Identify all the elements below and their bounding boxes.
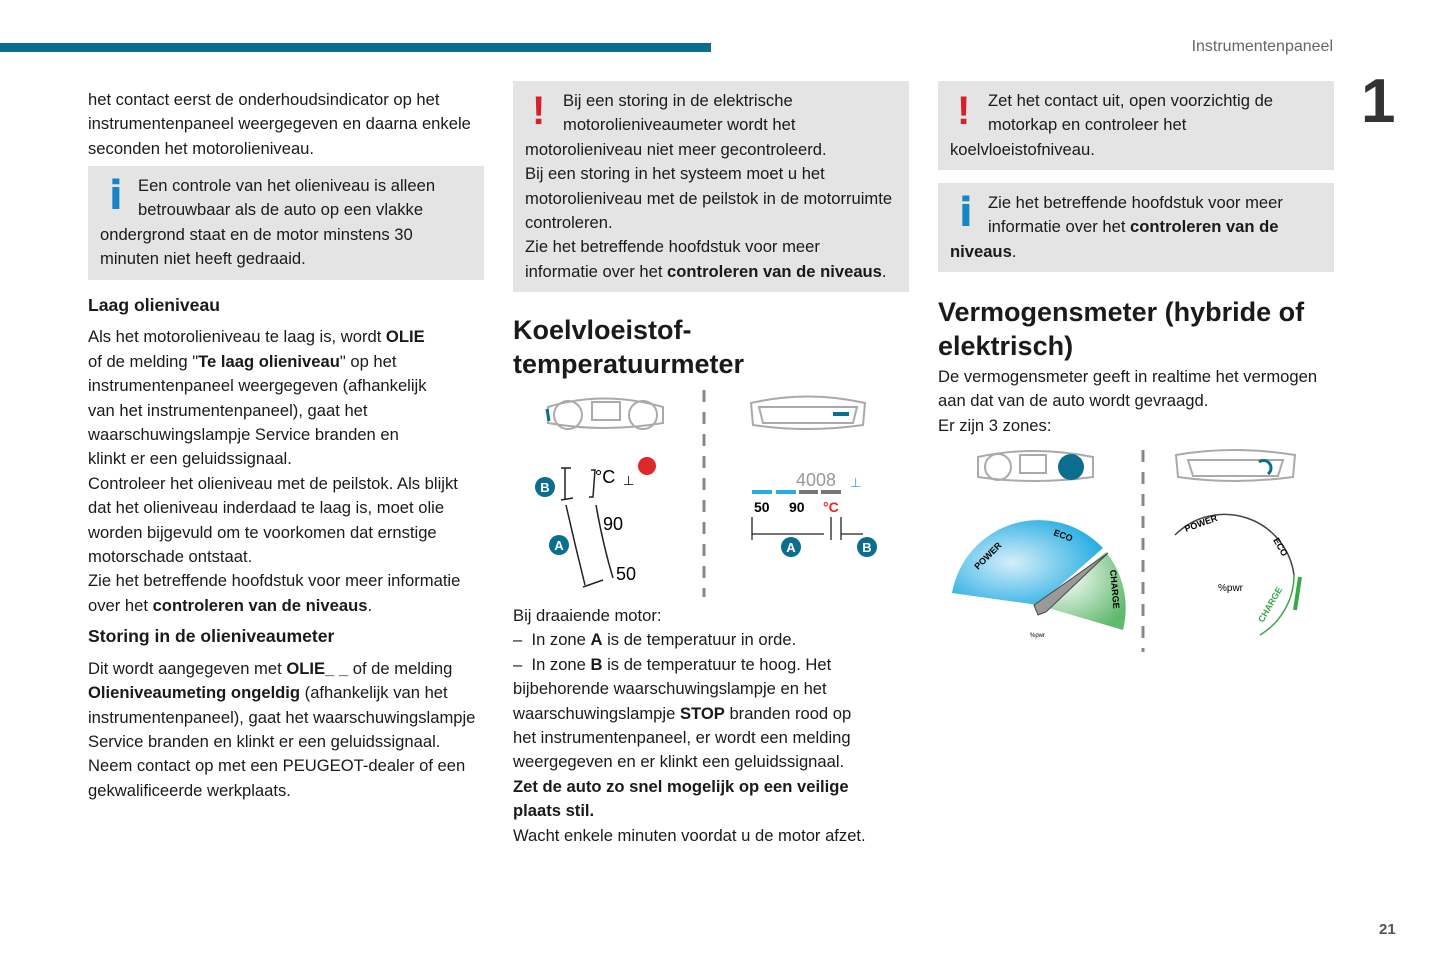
- paragraph: [88, 88, 484, 161]
- paragraph: [513, 775, 873, 824]
- coolant-icon: ⊥: [623, 473, 635, 488]
- zone-b-badge: [535, 477, 555, 497]
- text-run: Dit wordt aangegeven met: [88, 658, 287, 678]
- bold-text: A: [590, 630, 603, 650]
- col2-body: [513, 604, 909, 848]
- zone-label: CHARGE: [1256, 585, 1285, 624]
- warning-lamp: [638, 457, 656, 475]
- text-run: Bij een storing in het systeem moet u het motorolieniveau met de peilstok in de motorruimte controleren.: [525, 164, 893, 233]
- text-run: (afhankelijk van het instrumentenpaneel), gaat het waarschuwingslampje Service branden en klinkt er een geluidssignaal.: [88, 683, 476, 751]
- text-run: In zone: [531, 654, 591, 674]
- warning-box: [513, 81, 909, 292]
- bullet-text: [531, 655, 831, 674]
- text-run: .: [367, 595, 373, 615]
- text-run: of de melding ": [88, 351, 199, 371]
- paragraph: [100, 174, 472, 272]
- zone-label: CHARGE: [1108, 569, 1122, 610]
- zone-label: POWER: [972, 540, 1004, 572]
- odometer: 4008: [796, 470, 837, 490]
- paragraph: [513, 677, 873, 775]
- col1-body: [88, 293, 484, 803]
- running-title: Instrumentenpaneel: [1191, 38, 1333, 55]
- dashboard-outline-icon: [548, 399, 663, 430]
- paragraph: [513, 824, 909, 848]
- info-box: [938, 183, 1334, 272]
- svg-text:A: A: [786, 540, 796, 555]
- paragraph: [88, 569, 484, 618]
- text-run: Neem contact op met een PEUGEOT-dealer of een gekwalificeerde werkplaats.: [88, 756, 466, 800]
- text-run: het contact eerst de onderhoudsindicator op het instrumentenpaneel weergegeven en daarna enkele seconden het motorolieniveau.: [88, 90, 471, 158]
- unit-label: °C: [823, 499, 839, 515]
- paragraph: Bij draaiende motor:: [513, 606, 662, 625]
- svg-text:A: A: [554, 538, 564, 553]
- bullet-item: – In zone B is de temperatuur te hoog. Het: [513, 654, 832, 674]
- paragraph: [88, 657, 488, 755]
- text-run: Controleer het olieniveau met de peilstok. Als blijkt dat het olieniveau inderdaad te laag is, moet olie worden bijgevuld om te voorkomen dat ernstige motorschade ontstaat.: [88, 473, 458, 567]
- section-heading: Laag olieniveau: [88, 295, 220, 315]
- bold-text: Olieniveaumeting ongeldig: [88, 683, 301, 703]
- gauge-highlight: [547, 409, 549, 421]
- bullet-text: [531, 630, 796, 649]
- bold-text: Zet de auto zo snel mogelijk op een veilige plaats stil.: [513, 776, 849, 821]
- text-run: Bij een storing in de elektrische motorolieniveaumeter wordt het motorolieniveau niet meer gecontroleerd.: [525, 91, 827, 159]
- paragraph: [88, 754, 484, 803]
- zone-label: POWER: [1183, 512, 1219, 534]
- paragraph: [88, 472, 484, 570]
- text-run: Een controle van het olieniveau is alleen betrouwbaar als de auto op een vlakke ondergrond staat en de motor minstens 30 minuten niet heeft gedraaid.: [100, 176, 436, 269]
- info-box: [88, 166, 484, 280]
- text-run: is de temperatuur in orde.: [602, 630, 797, 650]
- zone-label: ECO: [1052, 527, 1075, 544]
- text-run: Zie het betreffende hoofdstuk voor meer informatie over het: [88, 571, 461, 615]
- text-run: Zie het betreffende hoofdstuk voor meer informatie over het: [988, 193, 1283, 237]
- text-run: .: [881, 261, 887, 281]
- text-run: is de temperatuur te hoog. Het: [602, 654, 832, 674]
- bold-text: OLIE: [385, 327, 425, 347]
- text-run: Zet het contact uit, open voorzichtig de motorkap en controleer het koelvloeistofniveau.: [950, 91, 1274, 159]
- mark-label: 50: [754, 499, 770, 515]
- bold-text: controleren van de niveaus: [950, 217, 1279, 261]
- paragraph: [525, 162, 897, 235]
- dashboard-outline-icon: [1176, 450, 1295, 481]
- paragraph: [525, 235, 897, 284]
- coolant-icon: ⊥: [850, 475, 862, 490]
- text-run: Er zijn 3 zones:: [938, 415, 1052, 435]
- zone-label: ECO: [1271, 536, 1290, 558]
- warning-box: [938, 81, 1334, 170]
- text-run: De vermogensmeter geeft in realtime het vermogen aan dat van de auto wordt gevraagd.: [938, 367, 1318, 411]
- bold-text: controleren van de niveaus: [152, 595, 368, 615]
- pwr-label: %pwr: [1218, 583, 1244, 594]
- bold-text: STOP: [679, 703, 725, 723]
- warning-icon: !: [957, 89, 971, 133]
- paragraph: [88, 325, 438, 471]
- text-run: Wacht enkele minuten voordat u de motor afzet.: [513, 825, 866, 845]
- info-icon: i: [109, 173, 123, 219]
- text-run: Als het motorolieniveau te laag is, wordt: [88, 327, 386, 347]
- chapter-number: 1: [1361, 67, 1396, 136]
- section-heading: Vermogensmeter (hybride of elektrisch): [938, 297, 1305, 361]
- mark-label: 90: [603, 514, 624, 534]
- section-heading: Koelvloeistof-temperatuurmeter: [513, 315, 745, 379]
- paragraph: [938, 414, 1334, 438]
- paragraph: [938, 365, 1334, 414]
- bold-text: Te laag olieniveau: [198, 351, 340, 371]
- section-heading: Storing in de olieniveaumeter: [88, 626, 335, 647]
- col3-body: [938, 365, 1334, 438]
- svg-text:B: B: [540, 480, 550, 495]
- zone-a-badge: [549, 535, 569, 555]
- text-run: .: [1011, 241, 1017, 261]
- coolant-temperature-diagram: [513, 385, 908, 600]
- text-run: of de melding: [348, 658, 453, 678]
- power-gauge-highlight: [1058, 454, 1084, 480]
- bold-text: B: [590, 654, 603, 674]
- text-run: Zie het betreffende hoofdstuk voor meer informatie over het: [525, 237, 820, 281]
- bold-text: controleren van de niveaus: [667, 261, 882, 281]
- header-bar: [0, 43, 711, 52]
- info-icon: i: [959, 190, 973, 236]
- mark-label: 50: [616, 564, 637, 584]
- text-run: " op het instrumentenpaneel weergegeven (afhankelijk van het instrumentenpaneel), gaat het waarschuwingslampje Service branden en klinkt er een geluidssignaal.: [88, 351, 427, 469]
- bullet-item: – In zone A is de temperatuur in orde.: [513, 630, 797, 650]
- text-run: In zone: [531, 630, 591, 650]
- bold-text: OLIE_ _: [286, 658, 349, 678]
- text-run: branden rood op het instrumentenpaneel, er wordt een melding weergegeven en er klinkt een geluidssignaal.: [513, 703, 852, 772]
- pwr-label: %pwr: [1030, 633, 1046, 639]
- text-run: bijbehorende waarschuwingslampje en het waarschuwingslampje: [513, 679, 827, 723]
- paragraph: [950, 89, 1322, 162]
- page-number: 21: [1379, 921, 1396, 938]
- zone-a-badge: [781, 537, 801, 557]
- paragraph: [950, 191, 1322, 264]
- mark-label: 90: [789, 499, 805, 515]
- zone-b-badge: [857, 537, 877, 557]
- warning-icon: !: [532, 89, 546, 133]
- col1-intro: [88, 88, 484, 161]
- power-meter-diagram: [938, 440, 1333, 655]
- svg-text:B: B: [862, 540, 872, 555]
- paragraph: [525, 89, 897, 162]
- unit-label: °C: [595, 467, 616, 487]
